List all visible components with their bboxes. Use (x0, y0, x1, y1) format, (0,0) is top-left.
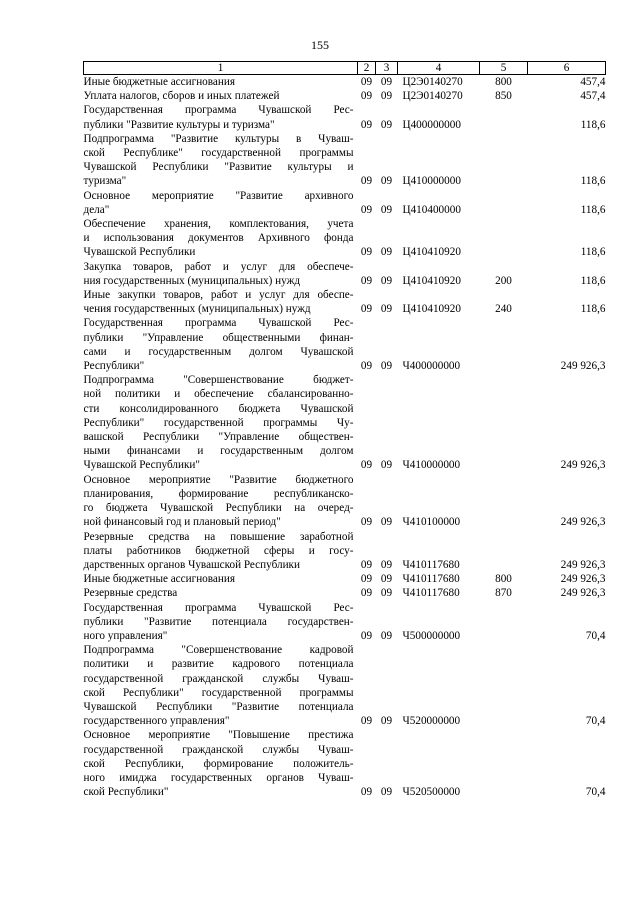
row-name-line: ными финансами и государственным долгом (83, 445, 354, 458)
row-name (84, 530, 358, 573)
row-name-line: государственной гражданской службы Чуваш- (83, 743, 354, 756)
section-code: 09 (360, 360, 373, 373)
table-row (84, 601, 606, 644)
amount: 70,4 (585, 786, 606, 799)
subsection-code: 09 (380, 118, 393, 131)
row-name-line: политики и развитие кадрового потенциала (83, 658, 354, 671)
subsection-code: 09 (380, 558, 393, 571)
section-code: 09 (360, 459, 373, 472)
row-name (84, 586, 358, 600)
amount: 249 926,3 (560, 558, 606, 571)
row-name-line: Резервные средства на повышение заработной (83, 530, 354, 543)
target-article-code: Ч410117680 (402, 587, 460, 600)
row-name-line: чения государственных (муниципальных) нужд (83, 303, 311, 316)
row-name-line: Республики" государственной программы Чу- (83, 416, 354, 429)
table-row (84, 473, 606, 530)
expense-type-code: 240 (495, 303, 512, 316)
expense-type-code (480, 189, 528, 217)
table-row (84, 189, 606, 217)
row-name-line: Основное мероприятие "Развитие архивного (83, 189, 354, 202)
row-name-line: Чувашской Республики (83, 246, 196, 259)
table-row (84, 586, 606, 600)
row-name (84, 260, 358, 288)
target-article-code: Ч520000000 (402, 715, 461, 728)
expense-type-code (480, 316, 528, 373)
expense-type-code (480, 728, 528, 799)
amount: 457,4 (580, 90, 606, 103)
row-name-line: Подпрограмма "Совершенствование кадровой (83, 644, 354, 657)
row-name-line: Республики" (83, 360, 145, 373)
row-name-line: ской Республике" государственной программы (83, 147, 354, 160)
subsection-code: 09 (380, 90, 393, 103)
subsection-code: 09 (380, 175, 393, 188)
row-name (84, 601, 358, 644)
row-name-line: сти консолидированного бюджета Чувашской (83, 402, 354, 415)
row-name (84, 217, 358, 260)
row-name (84, 316, 358, 373)
row-name (84, 643, 358, 728)
row-name-line: ного имиджа государственных органов Чуваш- (83, 771, 354, 784)
target-article-code: Ц400000000 (402, 118, 461, 131)
section-code: 09 (360, 715, 373, 728)
table-row (84, 89, 606, 103)
row-name (84, 373, 358, 472)
section-code: 09 (360, 629, 373, 642)
section-code: 09 (360, 558, 373, 571)
row-name-line: Подпрограмма "Совершенствование бюджет- (83, 374, 354, 387)
section-code: 09 (360, 90, 373, 103)
expense-type-code (480, 643, 528, 728)
subsection-code: 09 (380, 303, 393, 316)
row-name (84, 473, 358, 530)
row-name-line: Резервные средства (83, 587, 178, 600)
table-header-row (84, 62, 606, 75)
row-name-line: публики "Управление общественными финан- (83, 331, 354, 344)
page-number: 155 (311, 38, 329, 52)
table-row (84, 132, 606, 189)
expense-type-code: 200 (495, 274, 512, 287)
row-name-line: ной финансовый год и плановый период" (83, 516, 281, 529)
expense-type-code (480, 103, 528, 131)
subsection-code: 09 (380, 516, 393, 529)
amount: 457,4 (580, 76, 606, 88)
row-name-line: дела" (83, 203, 110, 216)
subsection-code: 09 (380, 459, 393, 472)
subsection-code: 09 (380, 274, 393, 287)
row-name-line: сами и государственным долгом Чувашской (83, 345, 354, 358)
row-name-line: го бюджета Чувашской Республики на очеред- (83, 502, 354, 515)
row-name-line: ской Республики" государственной программы (83, 686, 354, 699)
target-article-code: Ц410410920 (402, 274, 461, 287)
amount: 118,6 (580, 274, 606, 287)
row-name-line: Чувашской Республики "Развитие культуры и (83, 161, 354, 174)
target-article-code: Ч410100000 (402, 516, 461, 529)
row-name-line: Государственная программа Чувашской Рес- (83, 601, 354, 614)
amount: 249 926,3 (560, 573, 606, 586)
target-article-code: Ч410117680 (402, 573, 460, 586)
section-code: 09 (360, 786, 373, 799)
row-name-line: ской Республики, формирование положитель- (83, 757, 354, 770)
amount: 118,6 (580, 303, 606, 316)
row-name (84, 132, 358, 189)
row-name-line: ной политики и обеспечение сбалансированно- (83, 388, 354, 401)
table-row (84, 316, 606, 373)
row-name-line: Чувашской Республики "Развитие потенциала (83, 700, 354, 713)
subsection-code: 09 (380, 360, 393, 373)
row-name-line: ного управления" (83, 629, 168, 642)
amount: 118,6 (580, 175, 606, 188)
target-article-code: Ц2Э0140270 (402, 76, 463, 88)
amount: 249 926,3 (560, 516, 606, 529)
section-code: 09 (360, 587, 373, 600)
header-col-5: 5 (480, 62, 528, 75)
section-code: 09 (360, 573, 373, 586)
row-name-line: Основное мероприятие "Повышение престижа (83, 729, 354, 742)
row-name-line: Основное мероприятие "Развитие бюджетного (83, 473, 354, 486)
row-name (84, 288, 358, 316)
section-code: 09 (360, 246, 373, 259)
table-row (84, 572, 606, 586)
header-col-1: 1 (84, 62, 358, 75)
section-code: 09 (360, 76, 373, 88)
row-name (84, 189, 358, 217)
row-name-line: туризма" (83, 175, 127, 188)
section-code: 09 (360, 303, 373, 316)
budget-table (83, 61, 606, 799)
table-row (84, 260, 606, 288)
section-code: 09 (360, 203, 373, 216)
expense-type-code (480, 530, 528, 573)
expense-type-code (480, 373, 528, 472)
expense-type-code: 800 (495, 573, 512, 586)
table-row (84, 288, 606, 316)
section-code: 09 (360, 274, 373, 287)
amount: 118,6 (580, 203, 606, 216)
target-article-code: Ц410000000 (402, 175, 461, 188)
section-code: 09 (360, 516, 373, 529)
target-article-code: Ц410410920 (402, 246, 461, 259)
target-article-code: Ц2Э0140270 (402, 90, 463, 103)
row-name (84, 103, 358, 131)
header-col-3: 3 (376, 62, 398, 75)
target-article-code: Ч410000000 (402, 459, 461, 472)
row-name (84, 572, 358, 586)
row-name-line: ния государственных (муниципальных) нужд (83, 274, 301, 287)
row-name-line: и использования документов Архивного фонда (83, 232, 354, 245)
row-name-line: Иные бюджетные ассигнования (83, 573, 235, 586)
table-row (84, 217, 606, 260)
target-article-code: Ц410410920 (402, 303, 461, 316)
subsection-code: 09 (380, 76, 393, 88)
row-name-line: Обеспечение хранения, комплектования, учета (83, 218, 354, 231)
table-row (84, 103, 606, 131)
section-code: 09 (360, 175, 373, 188)
subsection-code: 09 (380, 203, 393, 216)
target-article-code: Ц410400000 (402, 203, 461, 216)
row-name-line: Иные закупки товаров, работ и услуг для обеспе- (83, 289, 354, 302)
expense-type-code (480, 217, 528, 260)
table-row (84, 643, 606, 728)
expense-type-code (480, 601, 528, 644)
row-name-line: дарственных органов Чувашской Республики (83, 558, 300, 571)
row-name-line: государственного управления" (83, 715, 230, 728)
row-name-line: Подпрограмма "Развитие культуры в Чуваш- (83, 132, 354, 145)
row-name-line: Иные бюджетные ассигнования (83, 76, 235, 88)
row-name (84, 75, 358, 90)
subsection-code: 09 (380, 246, 393, 259)
subsection-code: 09 (380, 715, 393, 728)
amount: 70,4 (585, 715, 606, 728)
header-col-4: 4 (398, 62, 480, 75)
amount: 249 926,3 (560, 587, 606, 600)
expense-type-code (480, 473, 528, 530)
row-name-line: публики "Развитие потенциала государствен- (83, 615, 354, 628)
target-article-code: Ч520500000 (402, 786, 461, 799)
expense-type-code: 850 (495, 90, 512, 103)
row-name-line: Государственная программа Чувашской Рес- (83, 104, 354, 117)
amount: 118,6 (580, 118, 606, 131)
section-code: 09 (360, 118, 373, 131)
subsection-code: 09 (380, 629, 393, 642)
subsection-code: 09 (380, 786, 393, 799)
row-name-line: ской Республики" (83, 786, 169, 799)
target-article-code: Ч500000000 (402, 629, 461, 642)
table-row (84, 728, 606, 799)
row-name-line: государственной гражданской службы Чуваш- (83, 672, 354, 685)
row-name-line: Государственная программа Чувашской Рес- (83, 317, 354, 330)
target-article-code: Ч400000000 (402, 360, 461, 373)
expense-type-code: 800 (495, 76, 512, 88)
row-name-line: Чувашской Республики" (83, 459, 200, 472)
table-row (84, 530, 606, 573)
row-name-line: публики "Развитие культуры и туризма" (83, 118, 275, 131)
subsection-code: 09 (380, 573, 393, 586)
table-body (84, 75, 606, 800)
expense-type-code (480, 132, 528, 189)
row-name-line: Уплата налогов, сборов и иных платежей (83, 90, 280, 103)
row-name-line: Закупка товаров, работ и услуг для обеспече- (83, 260, 354, 273)
row-name-line: вашской Республики "Управление обществен- (83, 431, 354, 444)
table-row (84, 373, 606, 472)
header-col-6: 6 (528, 62, 606, 75)
row-name (84, 89, 358, 103)
row-name (84, 728, 358, 799)
subsection-code: 09 (380, 587, 393, 600)
expense-type-code: 870 (495, 587, 512, 600)
table-row (84, 75, 606, 90)
amount: 70,4 (585, 629, 606, 642)
row-name-line: планирования, формирование республиканско- (83, 487, 354, 500)
row-name-line: платы работников бюджетной сферы и госу- (83, 544, 354, 557)
amount: 249 926,3 (560, 459, 606, 472)
amount: 249 926,3 (560, 360, 606, 373)
amount: 118,6 (580, 246, 606, 259)
target-article-code: Ч410117680 (402, 558, 460, 571)
header-col-2: 2 (358, 62, 376, 75)
